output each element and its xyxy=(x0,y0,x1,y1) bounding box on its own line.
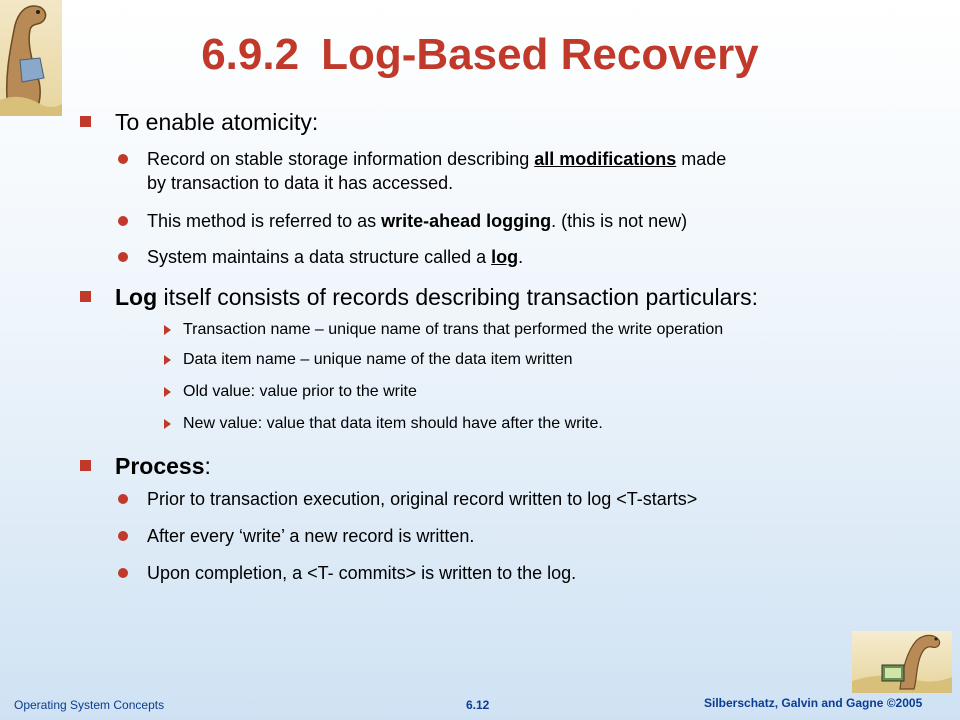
bullet-text: To enable atomicity: xyxy=(115,109,319,135)
bullet-atomicity xyxy=(80,108,318,136)
sub-bullet-text: This method is referred to as write-ahead logging. (this is not new) xyxy=(147,211,688,231)
arrow-item-text: Transaction name – unique name of trans that performed the write operation xyxy=(183,321,724,338)
footer-authors: Silberschatz, Galvin and Gagne ©2005 xyxy=(704,696,923,710)
footer-book-title: Operating System Concepts xyxy=(14,698,165,712)
sub-bullet-after-write xyxy=(118,524,474,548)
arrow-item-transaction-name xyxy=(164,320,723,340)
arrow-item-data-item-name xyxy=(164,350,573,370)
sub-bullet-completion xyxy=(118,561,576,585)
round-bullet-icon xyxy=(118,154,128,164)
arrow-item-old-value xyxy=(164,382,417,402)
arrow-bullet-icon xyxy=(164,387,171,397)
sub-bullet-text: After every ‘write’ a new record is written. xyxy=(147,526,475,546)
arrow-item-text: Old value: value prior to the write xyxy=(183,383,417,400)
dinosaur-computer-logo-icon xyxy=(852,631,952,693)
sub-bullet-record xyxy=(118,147,726,195)
sub-bullet-prior xyxy=(118,487,697,511)
sub-bullet-text: Record on stable storage information describing all modifications made by transaction to data it has accessed. xyxy=(147,149,727,193)
arrow-bullet-icon xyxy=(164,419,171,429)
bullet-process xyxy=(80,452,211,480)
round-bullet-icon xyxy=(118,252,128,262)
arrow-bullet-icon xyxy=(164,325,171,335)
round-bullet-icon xyxy=(118,568,128,578)
square-bullet-icon xyxy=(80,460,91,471)
bullet-log-records xyxy=(80,283,758,311)
sub-bullet-write-ahead xyxy=(118,209,687,233)
sub-bullet-text: System maintains a data structure called a log. xyxy=(147,247,524,267)
sub-bullet-text: Prior to transaction execution, original record written to log <T-starts> xyxy=(147,489,698,509)
round-bullet-icon xyxy=(118,216,128,226)
sub-bullet-text: Upon completion, a <T- commits> is written to the log. xyxy=(147,563,577,583)
footer-slide-number: 6.12 xyxy=(466,698,490,712)
square-bullet-icon xyxy=(80,116,91,127)
square-bullet-icon xyxy=(80,291,91,302)
arrow-item-text: New value: value that data item should have after the write. xyxy=(183,415,603,432)
arrow-bullet-icon xyxy=(164,355,171,365)
bullet-text: Process: xyxy=(115,453,211,479)
bullet-text: Log itself consists of records describing transaction particulars: xyxy=(115,284,758,310)
round-bullet-icon xyxy=(118,531,128,541)
sub-bullet-log xyxy=(118,245,523,269)
round-bullet-icon xyxy=(118,494,128,504)
slide-title: 6.9.2 Log-Based Recovery xyxy=(201,30,759,79)
arrow-item-new-value xyxy=(164,414,603,434)
arrow-item-text: Data item name – unique name of the data item written xyxy=(183,351,573,368)
